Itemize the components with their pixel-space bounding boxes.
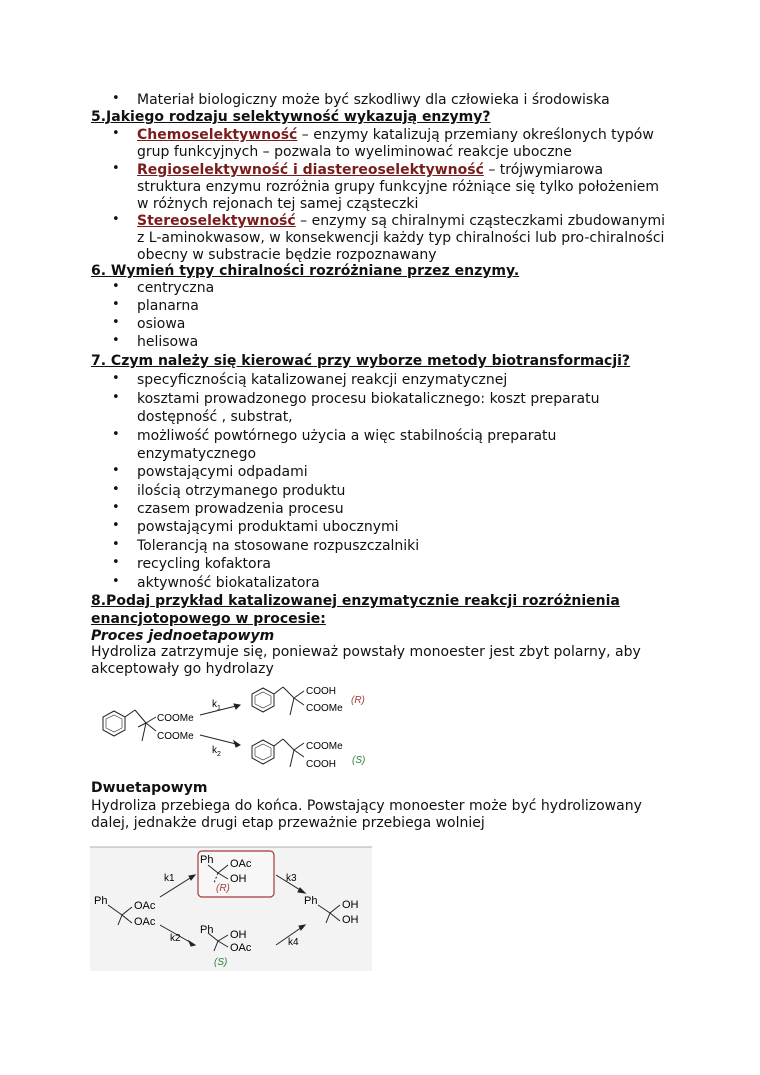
bullet-icon: •: [112, 482, 120, 497]
list-item: Regioselektywność i diastereoselektywność – trójwymiarowa: [137, 162, 604, 178]
rate-constant-k1: $k_1$: [212, 699, 221, 712]
bullet-icon: •: [112, 279, 120, 294]
product-s-group-2: COOH: [306, 759, 336, 770]
oac-group: OAc: [230, 858, 252, 870]
list-item: Stereoselektywność – enzymy są chiralnymi cząsteczkami zbudowanymi: [137, 213, 666, 229]
term-regioselectivity: Regioselektywność i diastereoselektywność: [137, 162, 484, 178]
oh-group: OH: [230, 929, 247, 941]
list-item: recycling kofaktora: [137, 556, 271, 572]
list-item-cont: dostępność , substrat,: [137, 409, 293, 425]
oac-group: OAc: [134, 900, 156, 912]
bullet-icon: •: [112, 518, 120, 533]
product-s-group-1: COOMe: [306, 741, 343, 752]
bullet-icon: •: [112, 463, 120, 478]
label-r: (R): [351, 695, 365, 706]
bullet-icon: •: [112, 333, 120, 348]
term-stereoselectivity: Stereoselektywność: [137, 213, 296, 229]
substrate-group-1: COOMe: [157, 713, 194, 724]
ph-group: Ph: [304, 895, 318, 907]
question-8-heading: 8.Podaj przykład katalizowanej enzymatycznie reakcji rozróżnienia: [91, 593, 620, 609]
list-item-cont: struktura enzymu rozróżnia grupy funkcyjne różniące się tylko położeniem: [137, 179, 659, 195]
paragraph: dalej, jednakże drugi etap przeważnie przebiega wolniej: [91, 815, 485, 831]
arrow-k2-icon: [200, 735, 240, 745]
rate-constant-k2: k2: [170, 933, 181, 944]
bullet-icon: •: [112, 555, 120, 570]
list-item-cont: obecny w substracie będzie rozpoznawany: [137, 247, 437, 263]
label-r: (R): [216, 883, 230, 894]
oac-group: OAc: [230, 942, 252, 954]
bullet-icon: •: [112, 500, 120, 515]
bullet-icon: •: [112, 537, 120, 552]
reaction-scheme-two-step: [90, 845, 372, 971]
reaction-scheme-one-step: [90, 683, 380, 778]
substrate-group-2: COOMe: [157, 731, 194, 742]
list-item: kosztami prowadzonego procesu biokatalicznego: koszt preparatu: [137, 391, 600, 407]
list-item: specyficznością katalizowanej reakcji enzymatycznej: [137, 372, 508, 388]
question-6-heading: 6. Wymień typy chiralności rozróżniane przez enzymy.: [91, 263, 520, 279]
list-item: powstającymi odpadami: [137, 464, 308, 480]
bullet-icon: •: [112, 212, 120, 227]
question-8-heading-cont: enancjotopowego w procesie:: [91, 611, 326, 627]
subheading-one-step: Proces jednoetapowym: [91, 628, 275, 644]
list-item: helisowa: [137, 334, 199, 350]
ph-group: Ph: [200, 924, 214, 936]
bullet-icon: •: [112, 161, 120, 176]
ph-group: Ph: [94, 895, 108, 907]
list-item: aktywność biokatalizatora: [137, 575, 320, 591]
question-5-heading: 5.Jakiego rodzaju selektywność wykazują enzymy?: [91, 109, 491, 125]
bullet-icon: •: [112, 126, 120, 141]
bullet-icon: •: [112, 297, 120, 312]
list-item: możliwość powtórnego użycia a więc stabilnością preparatu: [137, 428, 557, 444]
paragraph: Hydroliza przebiega do końca. Powstający monoester może być hydrolizowany: [91, 798, 642, 814]
list-item: czasem prowadzenia procesu: [137, 501, 344, 517]
list-item-cont: grup funkcyjnych – pozwala to wyeliminować reakcje uboczne: [137, 144, 572, 160]
question-7-heading: 7. Czym należy się kierować przy wyborze metody biotransformacji?: [91, 353, 631, 369]
oh-group: OH: [230, 873, 247, 885]
list-item: Tolerancją na stosowane rozpuszczalniki: [137, 538, 420, 554]
product-r-group-2: COOMe: [306, 703, 343, 714]
bullet-icon: •: [112, 371, 120, 386]
oac-group: OAc: [134, 916, 156, 928]
list-item: Materiał biologiczny może być szkodliwy dla człowieka i środowiska: [137, 92, 610, 108]
list-item-cont: w różnych rejonach tej samej cząsteczki: [137, 196, 419, 212]
oh-group: OH: [342, 914, 359, 926]
list-item: powstającymi produktami ubocznymi: [137, 519, 399, 535]
bullet-icon: •: [112, 315, 120, 330]
list-item-cont: z L-aminokwasow, w konsekwencji każdy typ chiralności lub pro-chiralności: [137, 230, 665, 246]
bullet-icon: •: [112, 427, 120, 442]
bullet-icon: •: [112, 574, 120, 589]
list-item: centryczna: [137, 280, 215, 296]
paragraph: Hydroliza zatrzymuje się, ponieważ powstały monoester jest zbyt polarny, aby: [91, 644, 641, 660]
rate-constant-k3: k3: [286, 873, 297, 884]
oh-group: OH: [342, 899, 359, 911]
bullet-icon: •: [112, 390, 120, 405]
paragraph: akceptowały go hydrolazy: [91, 661, 274, 677]
label-s: (S): [214, 957, 228, 968]
list-item-cont: enzymatycznego: [137, 446, 257, 462]
subheading-two-step: Dwuetapowym: [91, 780, 208, 796]
rate-constant-k1: k1: [164, 873, 175, 884]
list-item: osiowa: [137, 316, 186, 332]
list-item: ilością otrzymanego produktu: [137, 483, 346, 499]
term-chemoselectivity: Chemoselektywność: [137, 127, 298, 143]
product-r-group-1: COOH: [306, 686, 336, 697]
list-item: Chemoselektywność – enzymy katalizują przemiany określonych typów: [137, 127, 654, 143]
rate-constant-k2: $k_2$: [212, 745, 221, 758]
rate-constant-k4: k4: [288, 937, 299, 948]
bullet-icon: •: [112, 91, 120, 106]
label-s: (S): [352, 755, 366, 766]
list-item: planarna: [137, 298, 199, 314]
ph-group: Ph: [200, 854, 214, 866]
